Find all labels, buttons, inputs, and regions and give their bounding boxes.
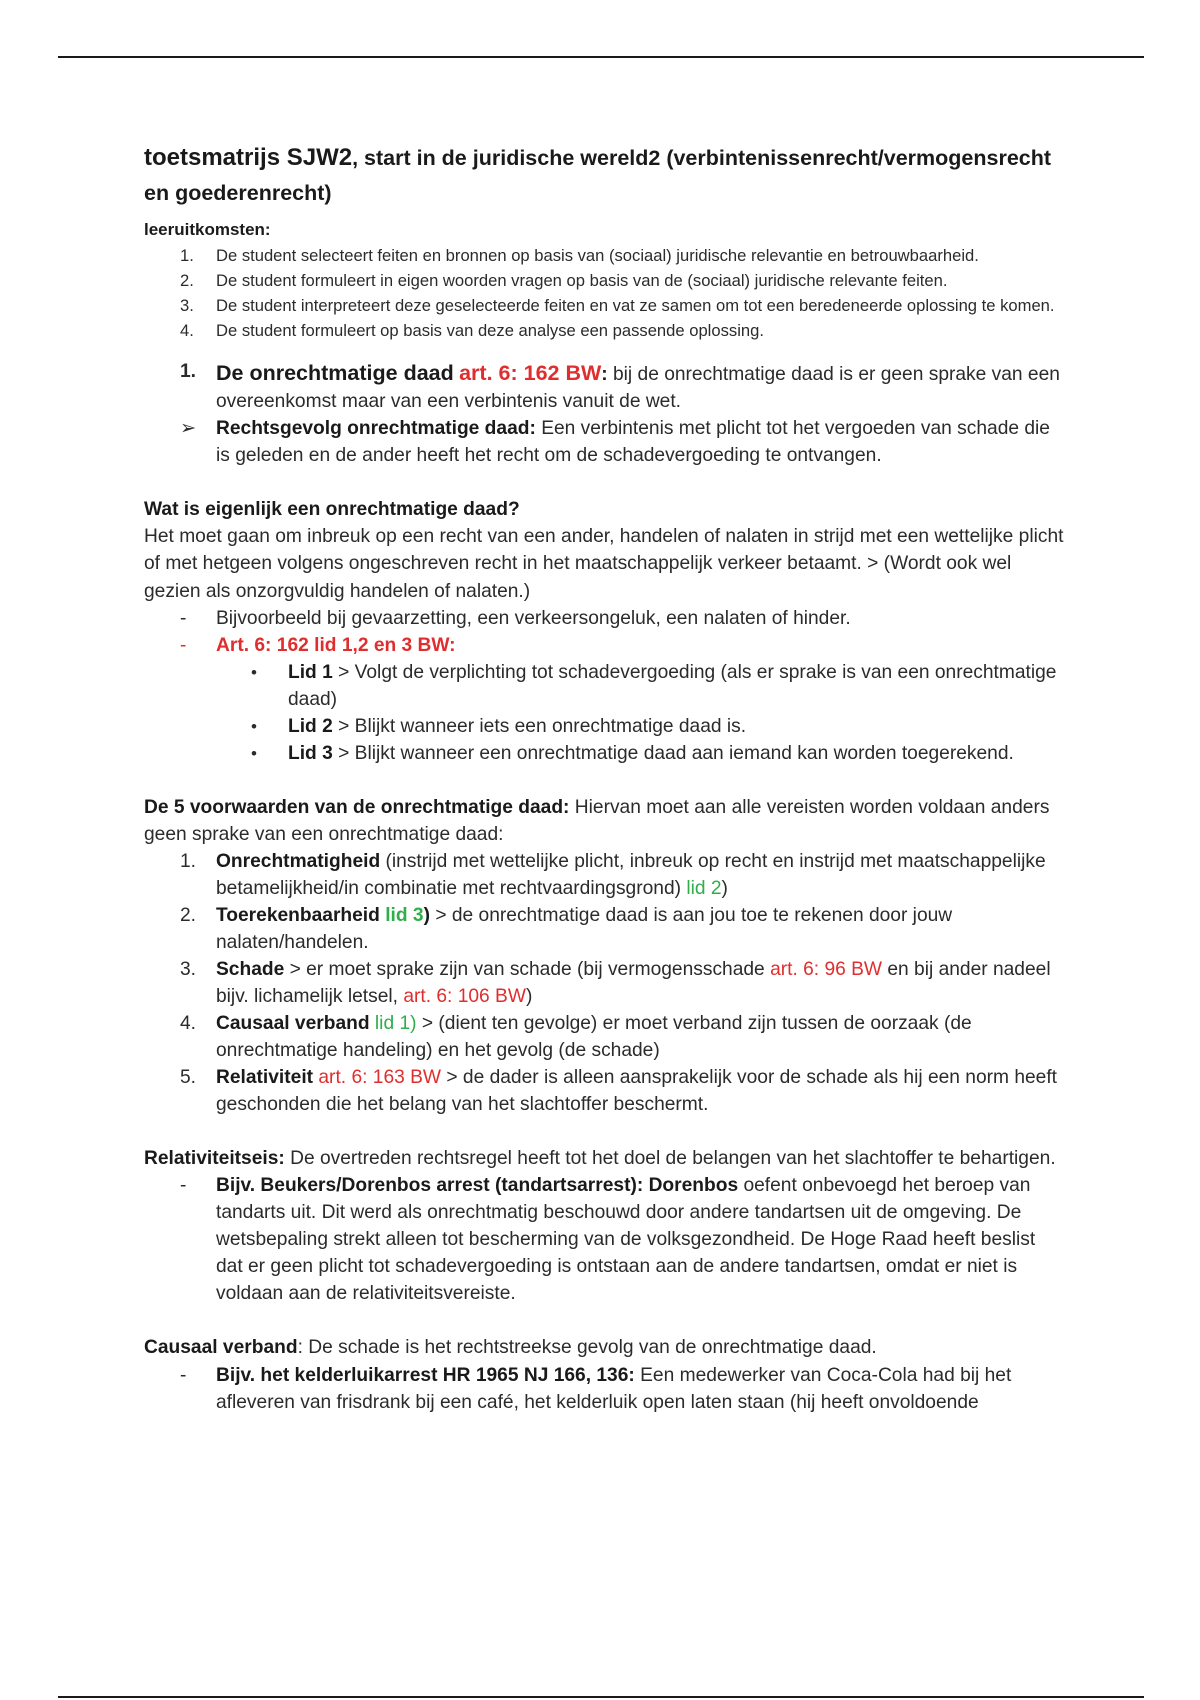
list-item: - Bijv. Beukers/Dorenbos arrest (tandartsarrest): Dorenbos oefent onbevoegd het beroep van tandarts uit. Dit werd als onrechtmatig beschouwd door andere tandartsen uit de omgeving. De wetsbepaling strekt alleen tot bescherming van de volksgezondheid. De Hoge Raad heeft beslist dat er geen plicht tot schadevergoeding is ontstaan aan de andere tandartsen, omdat er niet is voldaan aan de relativiteitsvereiste.	[180, 1175, 1036, 1305]
list-item: - Bijv. het kelderluikarrest HR 1965 NJ 166, 136: Een medewerker van Coca-Cola had bij het afleveren van frisdrank bij een café, het kelderluik open laten staan (hij heeft onvoldoende	[180, 1364, 1012, 1413]
leeruitkomsten-heading: leeruitkomsten:	[144, 220, 271, 239]
list-item: 1. De student selecteert feiten en bronnen op basis van (sociaal) juridische relevantie en betrouwbaarheid.	[180, 246, 979, 265]
list-item: 3. De student interpreteert deze geselecteerde feiten en vat ze samen om tot een beredeneerde oplossing te komen.	[180, 296, 1055, 315]
header-rule	[58, 56, 1144, 58]
arrow-bullet-icon: ➢	[180, 418, 197, 439]
list-item: 3. Schade > er moet sprake zijn van schade (bij vermogensschade art. 6: 96 BW en bij ander nadeel bijv. lichamelijk letsel, art. 6: 106 BW)	[180, 959, 1051, 1008]
rechtsgevolg-item: ➢ Rechtsgevolg onrechtmatige daad: Een verbintenis met plicht tot het vergoeden van schade die is geleden en de ander heeft het recht om de schadevergoeding te ontvangen.	[144, 415, 1064, 469]
lid-item: • Lid 3 > Blijkt wanneer een onrechtmatige daad aan iemand kan worden toegerekend.	[251, 742, 1014, 764]
document-body	[144, 140, 1064, 1416]
list-item: 4. De student formuleert op basis van deze analyse een passende oplossing.	[180, 321, 764, 340]
list-item: 2. Toerekenbaarheid lid 3) > de onrechtmatige daad is aan jou toe te rekenen door jouw nalaten/handelen.	[180, 905, 953, 954]
list-item: - Bijvoorbeeld bij gevaarzetting, een verkeersongeluk, een nalaten of hinder.	[180, 607, 851, 629]
list-item: 2. De student formuleert in eigen woorden vragen op basis van de (sociaal) juridische relevante feiten.	[180, 271, 948, 290]
relativiteit-paragraph: Relativiteitseis: De overtreden rechtsregel heeft tot het doel de belangen van het slachtoffer te behartigen.	[144, 1148, 1056, 1170]
section-onrechtmatige-daad: 1. De onrechtmatige daad art. 6: 162 BW: bij de onrechtmatige daad is er geen sprake van een overeenkomst maar van een verbintenis vanuit de wet.	[180, 361, 1060, 412]
lid-item: • Lid 2 > Blijkt wanneer iets een onrechtmatige daad is.	[251, 715, 747, 737]
leeruitkomsten-list	[144, 243, 1064, 343]
wat-is-paragraph: Het moet gaan om inbreuk op een recht van een ander, handelen of nalaten in strijd met een wettelijke plicht of met hetgeen volgens ongeschreven recht in het maatschappelijk verkeer betaamt. > (Wordt ook wel gezien als onzorgvuldig handelen of nalaten.)	[144, 526, 1064, 602]
voorwaarden-intro: De 5 voorwaarden van de onrechtmatige daad: Hiervan moet aan alle vereisten worden voldaan anders geen sprake van een onrechtmatige daad:	[144, 796, 1050, 846]
list-item: 1. Onrechtmatigheid (instrijd met wettelijke plicht, inbreuk op recht en instrijd met maatschappelijke betamelijkheid/in combinatie met rechtvaardingsgrond) lid 2)	[180, 851, 1046, 900]
page-title: toetsmatrijs SJW2, start in de juridische wereld2 (verbintenissenrecht/vermogensrecht en goederenrecht)	[144, 144, 1052, 205]
causaal-paragraph: Causaal verband: De schade is het rechtstreekse gevolg van de onrechtmatige daad.	[144, 1337, 877, 1359]
lid-item: • Lid 1 > Volgt de verplichting tot schadevergoeding (als er sprake is van een onrechtmatige daad)	[251, 661, 1057, 710]
list-item: 5. Relativiteit art. 6: 163 BW > de dader is alleen aansprakelijk voor de schade als hij een norm heeft geschonden die het belang van het slachtoffer beschermt.	[180, 1067, 1058, 1116]
list-item: - Art. 6: 162 lid 1,2 en 3 BW:	[180, 634, 456, 656]
footer-rule	[58, 1696, 1144, 1698]
list-item: 4. Causaal verband lid 1) > (dient ten gevolge) er moet verband zijn tussen de oorzaak (de onrechtmatige handeling) en het gevolg (de schade)	[180, 1013, 972, 1062]
wat-is-heading: Wat is eigenlijk een onrechtmatige daad?	[144, 499, 520, 520]
